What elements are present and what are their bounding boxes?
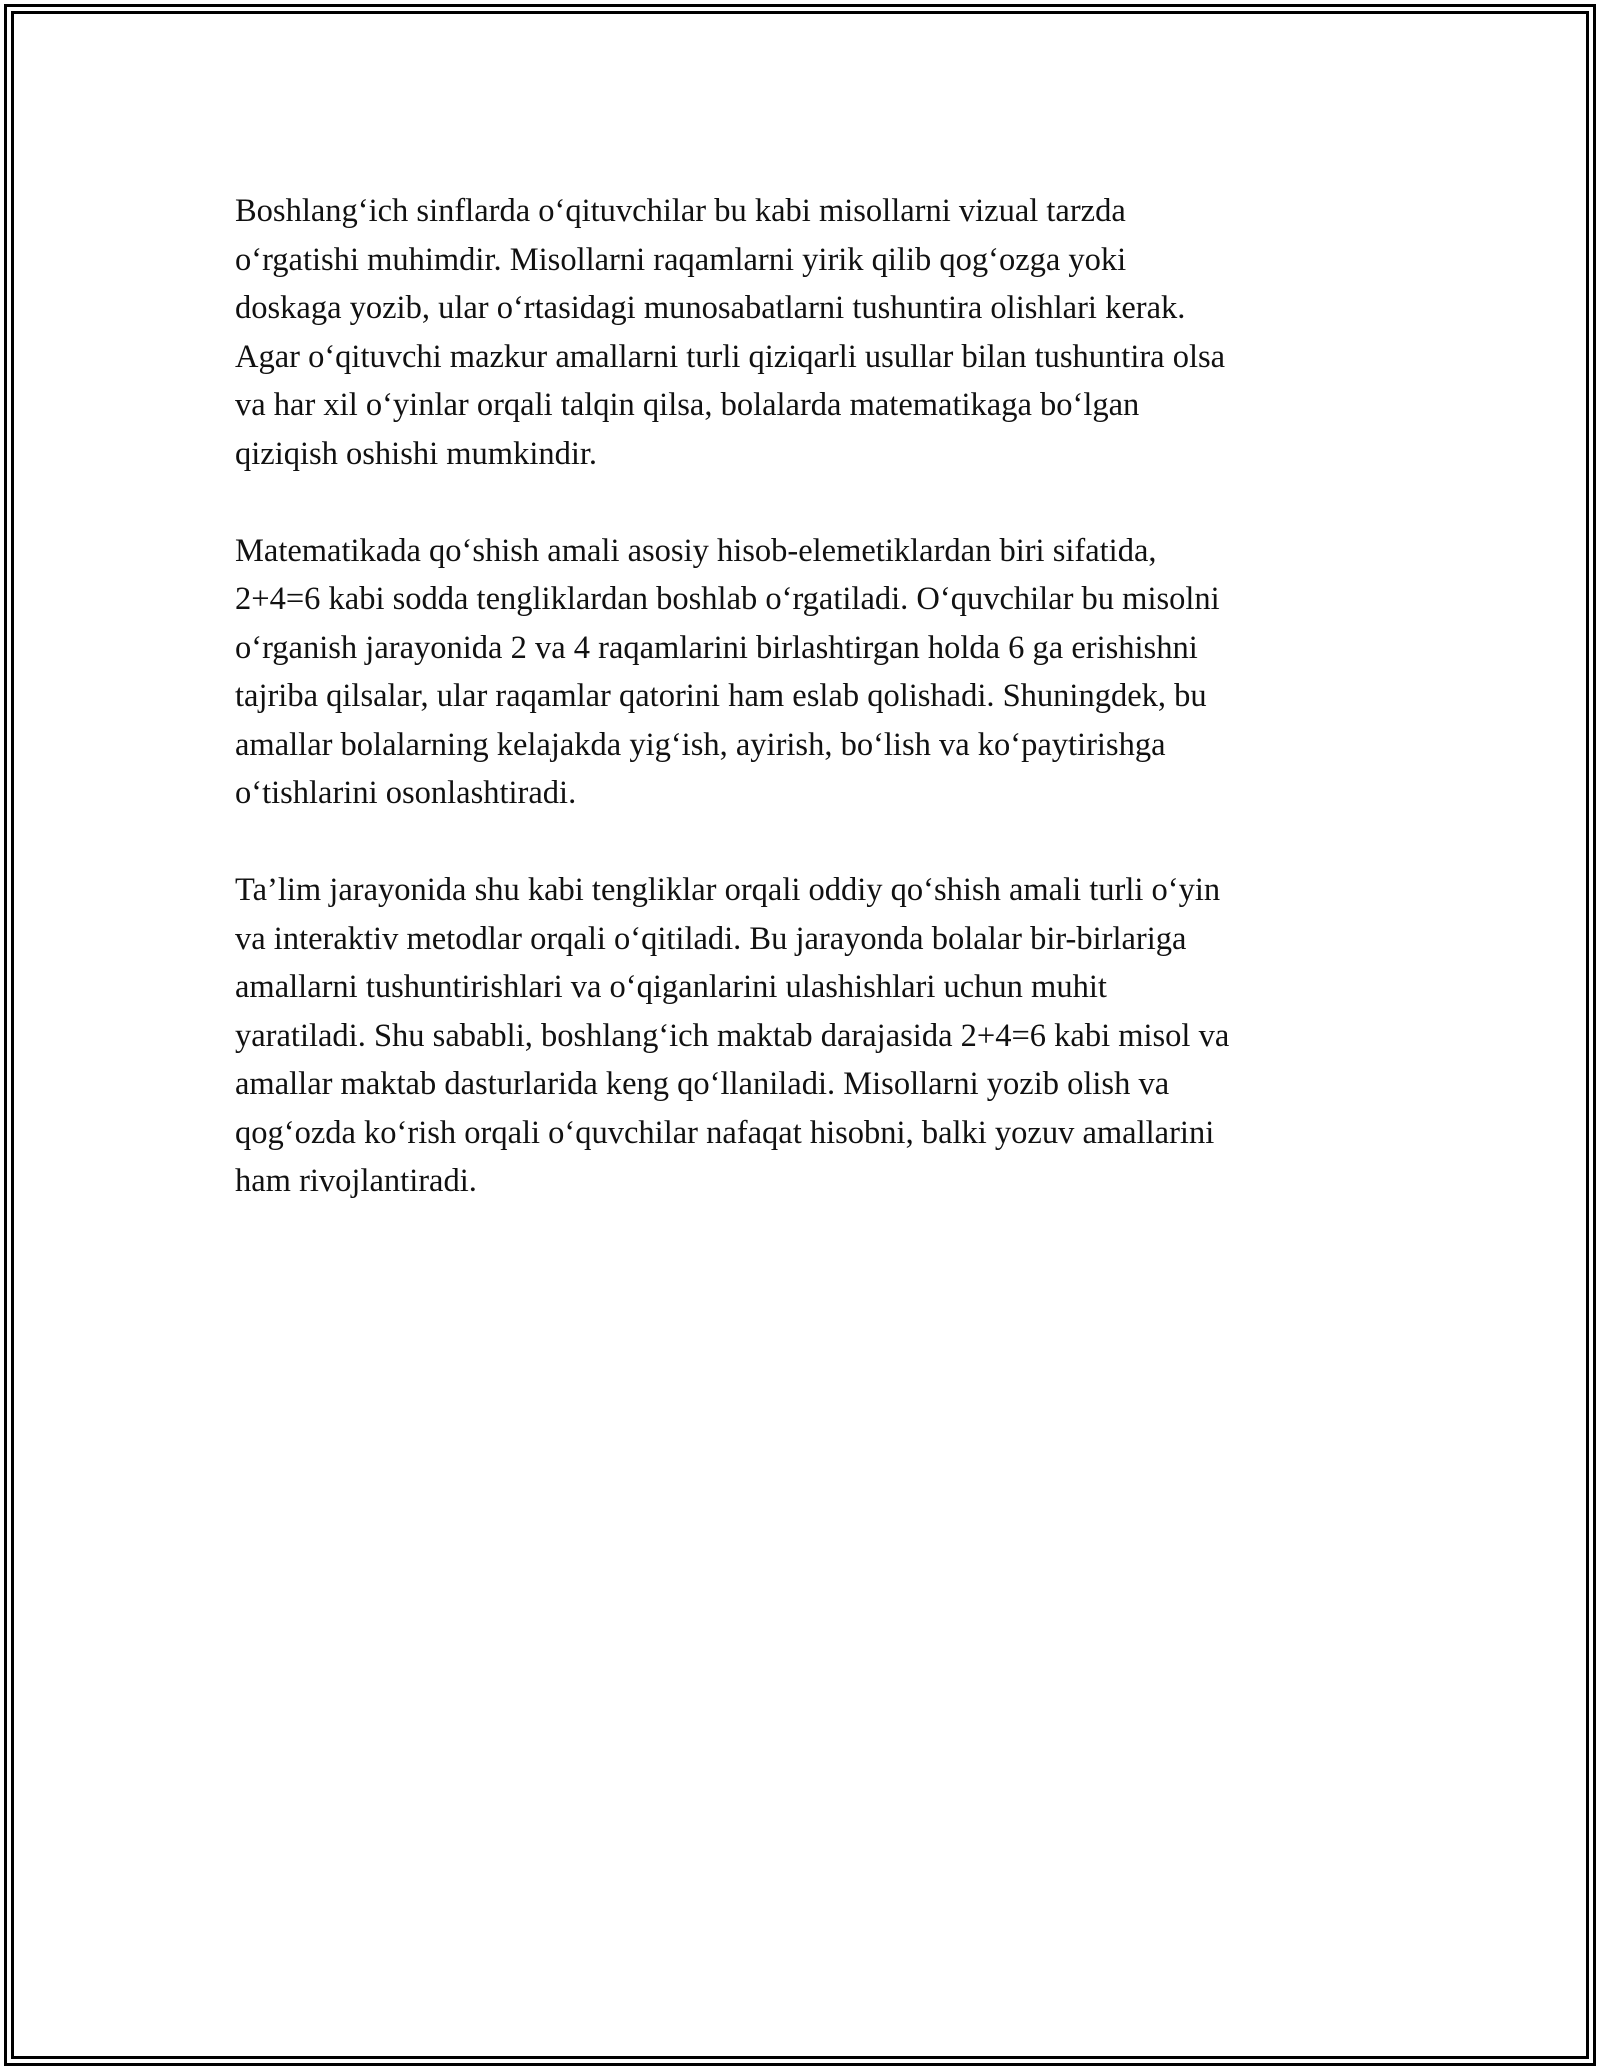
text-line: amallar bolalarning kelajakda yig‘ish, ayirish, bo‘lish va ko‘paytirishga bbox=[235, 726, 1166, 763]
text-line: 2+4=6 kabi sodda tengliklardan boshlab o‘rgatiladi. O‘quvchilar bu misolni bbox=[235, 581, 1220, 617]
text-line: va har xil o‘yinlar orqali talqin qilsa, bolalarda matematikaga bo‘lgan bbox=[235, 387, 1140, 423]
text-line: o‘tishlarini osonlashtiradi. bbox=[235, 775, 577, 811]
text-line: amallarni tushuntirishlari va o‘qiganlarini ulashishlari uchun muhit bbox=[235, 969, 1107, 1005]
document-body bbox=[235, 187, 1365, 1254]
text-line: Agar o‘qituvchi mazkur amallarni turli qiziqarli usullar bilan tushuntira olsa bbox=[235, 338, 1226, 375]
text-line: doskaga yozib, ular o‘rtasidagi munosabatlarni tushuntira olishlari kerak. bbox=[235, 290, 1186, 326]
text-line: yaratiladi. Shu sababli, boshlang‘ich maktab darajasida 2+4=6 kabi misol va bbox=[235, 1017, 1230, 1054]
text-line: Ta’lim jarayonida shu kabi tengliklar orqali oddiy qo‘shish amali turli o‘yin bbox=[235, 872, 1221, 908]
text-line: o‘rganish jarayonida 2 va 4 raqamlarini birlashtirgan holda 6 ga erishishni bbox=[235, 629, 1198, 666]
paragraph-1 bbox=[235, 187, 1365, 478]
text-line: o‘rgatishi muhimdir. Misollarni raqamlarni yirik qilib qog‘ozga yoki bbox=[235, 241, 1127, 278]
text-line: va interaktiv metodlar orqali o‘qitiladi. Bu jarayonda bolalar bir-birlariga bbox=[235, 920, 1187, 957]
text-line: qog‘ozda ko‘rish orqali o‘quvchilar nafaqat hisobni, balki yozuv amallarini bbox=[235, 1114, 1215, 1151]
paragraph-2 bbox=[235, 527, 1365, 818]
text-line: ham rivojlantiradi. bbox=[235, 1163, 477, 1199]
text-line: amallar maktab dasturlarida keng qo‘llaniladi. Misollarni yozib olish va bbox=[235, 1066, 1170, 1102]
paragraph-3 bbox=[235, 866, 1365, 1206]
text-line: tajriba qilsalar, ular raqamlar qatorini ham eslab qolishadi. Shuningdek, bu bbox=[235, 678, 1207, 714]
text-line: Boshlang‘ich sinflarda o‘qituvchilar bu kabi misollarni vizual tarzda bbox=[235, 193, 1126, 229]
text-line: qiziqish oshishi mumkindir. bbox=[235, 435, 598, 472]
text-line: Matematikada qo‘shish amali asosiy hisob-elemetiklardan biri sifatida, bbox=[235, 532, 1157, 569]
